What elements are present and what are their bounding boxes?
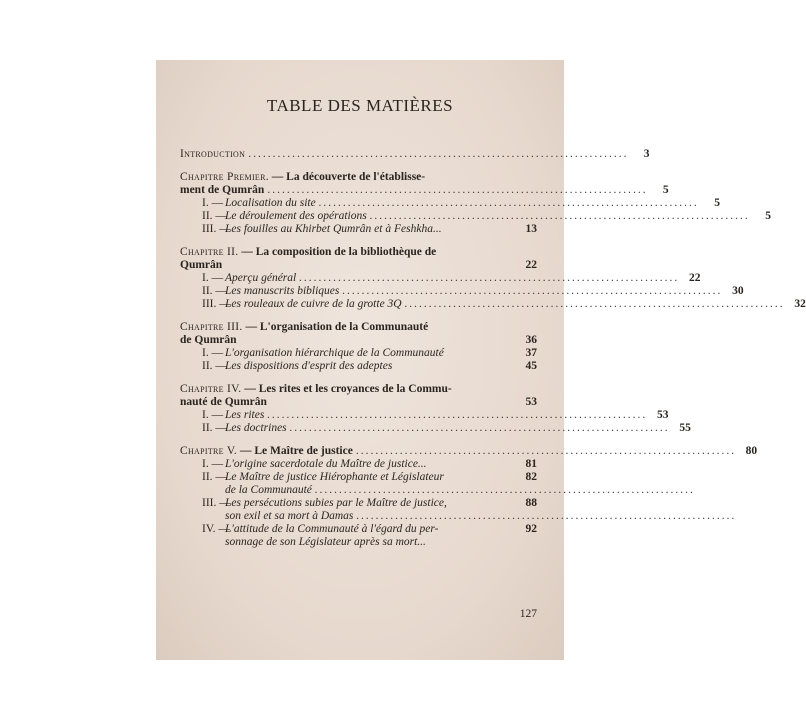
chapter-title-cont: de Qumrân bbox=[180, 333, 237, 346]
toc-chapter-3 bbox=[180, 321, 537, 373]
toc-section: III. — Les fouilles au Khirbet Qumrân et à Feshkha... 13 bbox=[202, 222, 537, 235]
toc-section: I. — Aperçu général .............................................................................. 22 bbox=[202, 271, 701, 284]
toc-chapter-4 bbox=[180, 382, 691, 435]
chapter-title: — Les rites et les croyances de la Commu- bbox=[244, 382, 452, 395]
toc-chapter-2 bbox=[180, 245, 806, 311]
toc-section: I. — Localisation du site .............................................................................. 5 bbox=[202, 196, 720, 209]
chapter-title: — La composition de la bibliothèque de bbox=[241, 245, 437, 258]
toc-section-cont: sonnage de son Législateur après sa mort... bbox=[225, 535, 426, 548]
toc-section: I. — Les rites .............................................................................. 53 bbox=[202, 408, 669, 421]
page-title: TABLE DES MATIÈRES bbox=[266, 96, 454, 115]
chapter-title: — Le Maître de justice bbox=[240, 444, 353, 457]
dot-leader: .............................................................................. bbox=[289, 421, 670, 434]
chapter-page: 22 bbox=[525, 258, 537, 271]
toc-section: IV. — L'attitude de la Communauté à l'égard du per- 92 bbox=[202, 522, 537, 535]
chapter-title: — La découverte de l'établisse- bbox=[271, 170, 426, 183]
toc-section: I. — L'origine sacerdotale du Maître de justice... 81 bbox=[202, 457, 537, 470]
chapter-label: Chapitre Premier. bbox=[180, 170, 269, 183]
dot-leader: .............................................................................. bbox=[355, 444, 737, 457]
dot-leader: .............................................................................. bbox=[356, 509, 737, 522]
chapter-label: Chapitre V. bbox=[180, 444, 238, 457]
toc-chapter-1 bbox=[180, 170, 771, 236]
toc-section: II. — Les doctrines .............................................................................. 55 bbox=[202, 421, 691, 434]
toc-section: III. — Les persécutions subies par le Maître de justice, 88 bbox=[202, 496, 537, 509]
toc-entry-introduction bbox=[180, 148, 650, 161]
final-page-number: 127 bbox=[519, 608, 537, 620]
chapter-page: 53 bbox=[525, 395, 537, 408]
chapter-page: 5 bbox=[662, 183, 669, 196]
chapter-title-cont: Qumrân bbox=[180, 258, 223, 271]
toc-section: II. — Le Maître de justice Hiérophante et Législateur 82 bbox=[202, 470, 537, 483]
dot-leader: .............................................................................. bbox=[248, 148, 629, 160]
toc-section: II. — Le déroulement des opérations .............................................................................. 5 bbox=[202, 209, 771, 222]
toc-chapter-5 bbox=[180, 444, 758, 549]
dot-leader: .............................................................................. bbox=[299, 271, 680, 284]
chapter-label: Chapitre IV. bbox=[180, 382, 242, 395]
chapter-title-cont: nauté de Qumrân bbox=[180, 395, 267, 408]
toc-section-cont: de la Communauté .............................................................................. bbox=[225, 483, 696, 496]
introduction-label: Introduction bbox=[180, 148, 246, 160]
dot-leader: .............................................................................. bbox=[314, 483, 696, 496]
toc-section: II. — Les manuscrits bibliques .............................................................................. 30 bbox=[202, 284, 744, 297]
introduction-page: 3 bbox=[643, 148, 650, 160]
chapter-title: — L'organisation de la Communauté bbox=[245, 320, 429, 333]
dot-leader: .............................................................................. bbox=[318, 196, 699, 209]
dot-leader: .............................................................................. bbox=[369, 209, 750, 222]
chapter-label: Chapitre III. bbox=[180, 320, 243, 333]
dot-leader: .............................................................................. bbox=[342, 284, 723, 297]
book-page bbox=[156, 60, 806, 660]
toc-section: II. — Les dispositions d'esprit des adeptes 45 bbox=[202, 359, 537, 372]
toc-section-cont: son exil et sa mort à Damas .............................................................................. bbox=[225, 509, 737, 522]
chapter-page: 80 bbox=[745, 444, 758, 457]
chapter-label: Chapitre II. bbox=[180, 245, 239, 258]
dot-leader: .............................................................................. bbox=[267, 408, 648, 421]
toc-section: I. — L'organisation hiérarchique de la Communauté 37 bbox=[202, 346, 537, 359]
table-of-contents bbox=[180, 148, 806, 549]
chapter-page: 36 bbox=[525, 333, 537, 346]
chapter-title-cont: ment de Qumrân bbox=[180, 183, 265, 196]
toc-section: III. — Les rouleaux de cuivre de la grotte 3Q .............................................................................. 32 bbox=[202, 297, 806, 310]
dot-leader: .............................................................................. bbox=[404, 297, 785, 310]
dot-leader: .............................................................................. bbox=[267, 183, 648, 196]
